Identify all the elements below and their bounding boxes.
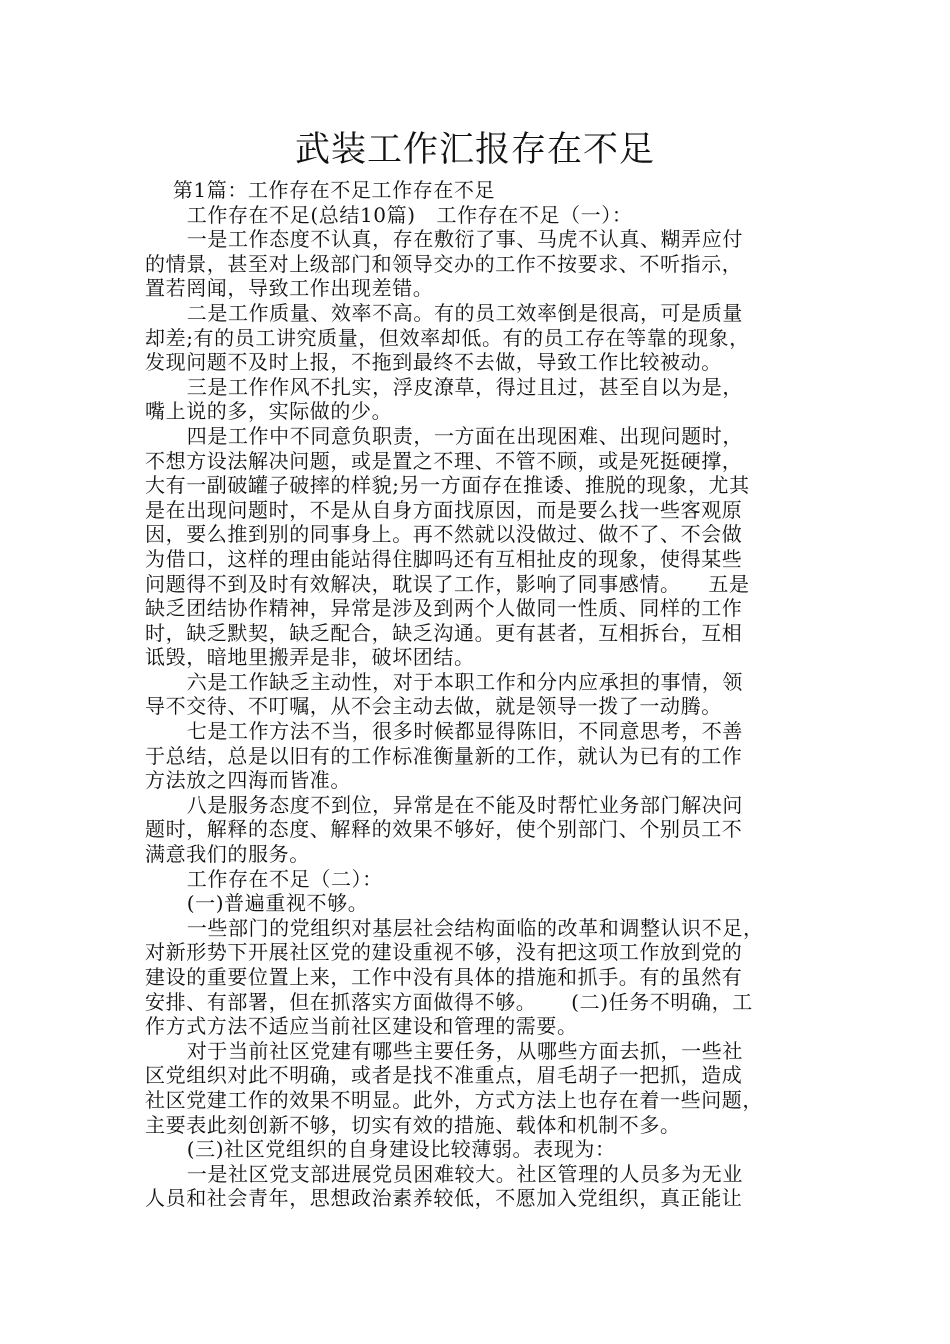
body-line: 第1篇：工作存在不足工作存在不足 — [145, 178, 496, 202]
body-line: 方法放之四海而皆准。 — [145, 768, 351, 793]
body-line: 是在出现问题时，不是从自身方面找原因，而是要么找一些客观原 — [145, 497, 743, 522]
body-line: 对于当前社区党建有哪些主要任务，从哪些方面去抓，一些社 — [145, 1038, 743, 1063]
body-line: 一些部门的党组织对基层社会结构面临的改革和调整认识不足， — [145, 915, 764, 940]
body-line: 主要表此刻创新不够，切实有效的措施、载体和机制不多。 — [145, 1112, 681, 1137]
body-line: 四是工作中不同意负职责，一方面在出现困难、出现问题时， — [145, 423, 743, 448]
body-line: 安排、有部署，但在抓落实方面做得不够。 (二)任务不明确，工 — [145, 989, 753, 1014]
body-line: 时，缺乏默契，缺乏配合，缺乏沟通。更有甚者，互相拆台，互相 — [145, 620, 743, 645]
body-line: 诋毁，暗地里搬弄是非，破坏团结。 — [145, 645, 475, 670]
body-line: 问题得不到及时有效解决，耽误了工作，影响了同事感情。 五是 — [145, 571, 750, 596]
body-line: 大有一副破罐子破摔的样貌;另一方面存在推诿、推脱的现象，尤其 — [145, 473, 750, 498]
body-line: 建设的重要位置上来，工作中没有具体的措施和抓手。有的虽然有 — [145, 965, 743, 989]
body-line: 七是工作方法不当，很多时候都显得陈旧，不同意思考，不善 — [145, 719, 743, 744]
body-line: 导不交待、不叮嘱，从不会主动去做，就是领导一拨了一动腾。 — [145, 694, 722, 719]
body-line: 不想方设法解决问题，或是置之不理、不管不顾，或是死挺硬撑， — [145, 448, 743, 473]
body-line: (三)社区党组织的自身建设比较薄弱。表现为： — [145, 1137, 616, 1162]
body-line: 区党组织对此不明确，或者是找不准重点，眉毛胡子一把抓，造成 — [145, 1063, 743, 1088]
body-line: 工作存在不足(总结10篇) 工作存在不足（一）： — [145, 202, 633, 227]
body-line: 缺乏团结协作精神，异常是涉及到两个人做同一性质、同样的工作 — [145, 596, 743, 621]
body-line: 作方式方法不适应当前社区建设和管理的需要。 — [145, 1014, 578, 1039]
body-line: 满意我们的服务。 — [145, 842, 310, 867]
body-line: 工作存在不足（二）： — [145, 866, 383, 891]
body-line: 发现问题不及时上报，不拖到最终不去做，导致工作比较被动。 — [145, 350, 722, 375]
body-line: 于总结，总是以旧有的工作标准衡量新的工作，就认为已有的工作 — [145, 743, 743, 768]
body-line: 社区党建工作的效果不明显。此外，方式方法上也存在着一些问题， — [145, 1087, 763, 1112]
body-line: 一是工作态度不认真，存在敷衍了事、马虎不认真、糊弄应付 — [145, 227, 743, 252]
body-line: 八是服务态度不到位，异常是在不能及时帮忙业务部门解决问 — [145, 792, 743, 817]
body-line: 二是工作质量、效率不高。有的员工效率倒是很高，可是质量 — [145, 300, 743, 325]
body-line: 对新形势下开展社区党的建设重视不够，没有把这项工作放到党的 — [145, 940, 743, 965]
body-line: 为借口，这样的理由能站得住脚吗还有互相扯皮的现象，使得某些 — [145, 546, 743, 571]
body-line: 人员和社会青年，思想政治素养较低，不愿加入党组织，真正能让 — [145, 1186, 743, 1211]
body-line: (一)普遍重视不够。 — [145, 891, 369, 916]
body-line: 却差;有的员工讲究质量，但效率却低。有的员工存在等靠的现象， — [145, 325, 750, 350]
body-line: 的情景，甚至对上级部门和领导交办的工作不按要求、不听指示， — [145, 251, 743, 276]
body-line: 嘴上说的多，实际做的少。 — [145, 399, 393, 424]
body-line: 一是社区党支部进展党员困难较大。社区管理的人员多为无业 — [145, 1161, 743, 1186]
body-line: 置若罔闻，导致工作出现差错。 — [145, 276, 434, 301]
document-title: 武装工作汇报存在不足 — [294, 130, 655, 170]
body-line: 六是工作缺乏主动性，对于本职工作和分内应承担的事情，领 — [145, 669, 743, 694]
body-line: 因，要么推到别的同事身上。再不然就以没做过、做不了、不会做 — [145, 522, 743, 547]
document-body — [145, 178, 810, 1211]
body-line: 题时，解释的态度、解释的效果不够好，使个别部门、个别员工不 — [145, 817, 743, 842]
body-line: 三是工作作风不扎实，浮皮潦草，得过且过，甚至自以为是， — [145, 374, 743, 399]
